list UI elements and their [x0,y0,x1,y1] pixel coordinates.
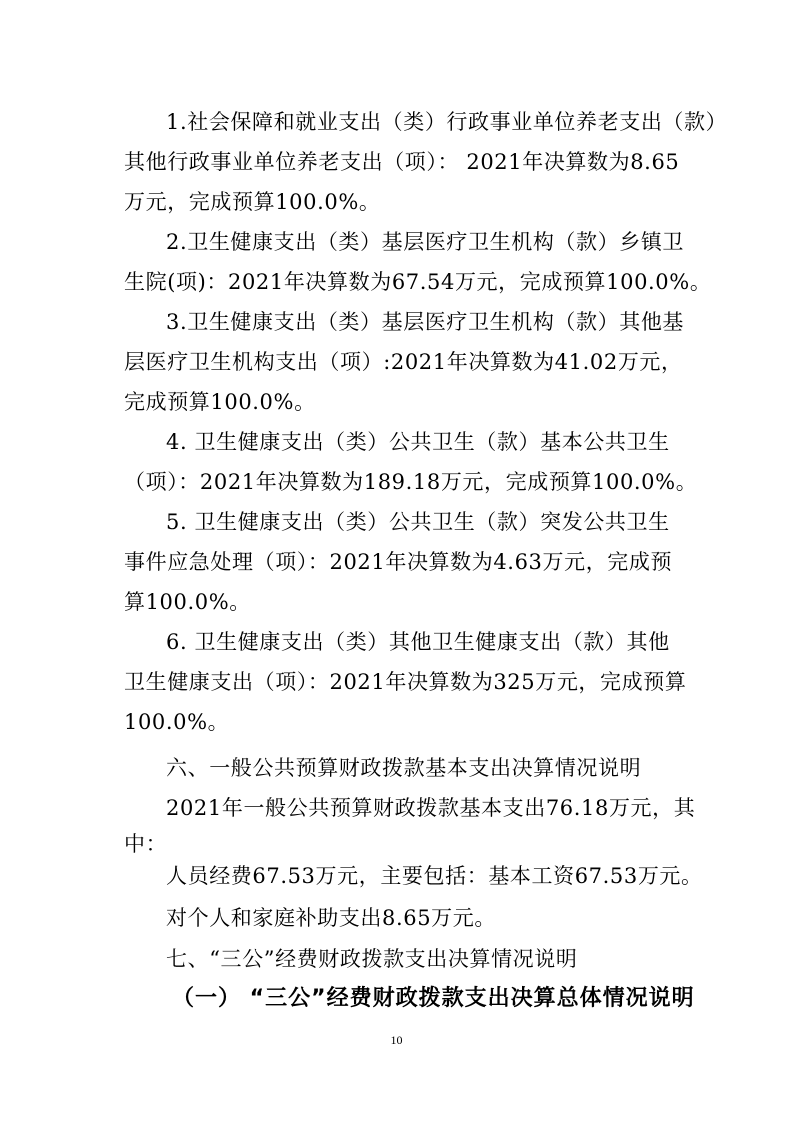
p5-line2: 事件应急处理（项）：2021年决算数为4.63万元，完成预 [124,550,673,574]
p6-line2: 卫生健康支出（项）：2021年决算数为325万元，完成预算 [124,670,687,694]
p2-line2: 生院(项)：2021年决算数为67.54万元，完成预算100.0%。 [124,270,712,294]
p4-line1: 4. 卫生健康支出（类）公共卫生（款）基本公共卫生 [166,430,670,454]
p4-line2: （项）：2021年决算数为189.18万元，完成预算100.0%。 [124,470,698,494]
section7-sub-heading: （一） “三公”经费财政拨款支出决算总体情况说明 [172,986,695,1011]
p6-line1: 6. 卫生健康支出（类）其他卫生健康支出（款）其他 [166,630,670,654]
p3-line1: 3.卫生健康支出（类）基层医疗卫生机构（款）其他基 [166,310,685,334]
p1-line1: 1.社会保障和就业支出（类）行政事业单位养老支出（款） [166,110,728,134]
section6-line2: 中： [124,832,168,856]
p3-line2: 层医疗卫生机构支出（项）:2021年决算数为41.02万元， [124,350,683,374]
p3-line3: 完成预算100.0%。 [124,390,316,414]
section6-line3: 人员经费67.53万元，主要包括：基本工资67.53万元。 [166,864,703,888]
p5-line3: 算100.0%。 [124,590,251,614]
page-number: 10 [390,1033,403,1047]
p6-line3: 100.0%。 [124,710,230,734]
section7-title: 七、“三公”经费财政拨款支出决算情况说明 [166,947,578,971]
p5-line1: 5. 卫生健康支出（类）公共卫生（款）突发公共卫生 [166,510,670,534]
section6-title: 六、一般公共预算财政拨款基本支出决算情况说明 [166,756,642,780]
section6-line4: 对个人和家庭补助支出8.65万元。 [166,906,496,930]
p1-line3: 万元，完成预算100.0%。 [124,190,381,214]
p1-line2: 其他行政事业单位养老支出（项）： 2021年决算数为8.65 [124,150,680,174]
p2-line1: 2.卫生健康支出（类）基层医疗卫生机构（款）乡镇卫 [166,230,685,254]
section6-line1: 2021年一般公共预算财政拨款基本支出76.18万元，其 [166,796,696,820]
